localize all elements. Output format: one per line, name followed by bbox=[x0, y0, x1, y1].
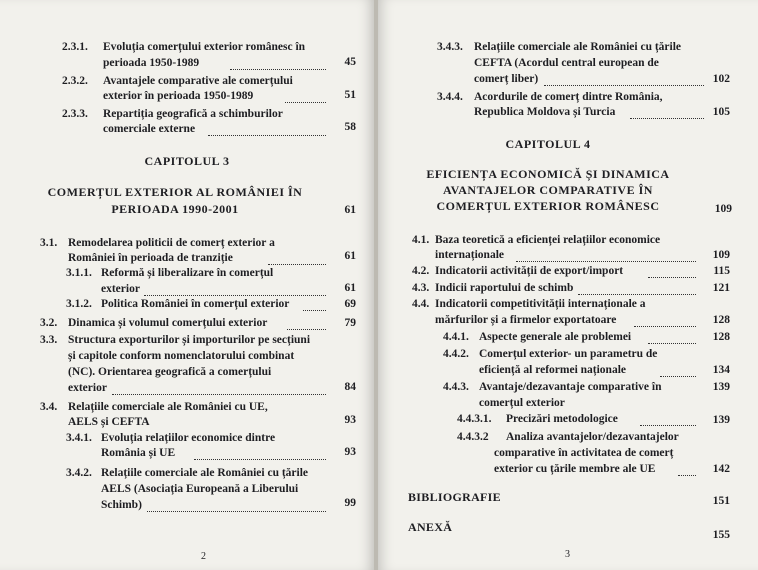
toc-entry-title-cont: exterior cu țările membre ale UE bbox=[494, 463, 656, 475]
toc-page-number: 109 bbox=[712, 249, 730, 261]
dot-leader bbox=[285, 102, 326, 103]
toc-page-number: 45 bbox=[344, 56, 356, 68]
toc-entry-title-cont: mărfurilor și a firmelor exportatoare bbox=[435, 314, 617, 326]
toc-page-number: 105 bbox=[712, 106, 730, 118]
toc-page-number: 93 bbox=[344, 446, 356, 458]
toc-entry-title: Repartiția geografică a schimburilor bbox=[103, 108, 283, 120]
chapter-title: EFICIENȚA ECONOMICĂ ȘI DINAMICA bbox=[426, 167, 670, 181]
dot-leader bbox=[648, 343, 696, 344]
toc-entry-title-cont: perioada 1950-1989 bbox=[103, 57, 200, 69]
right-page bbox=[378, 0, 758, 570]
toc-entry-number: 2.3.1. bbox=[62, 41, 88, 53]
toc-entry-title: Analiza avantajelor/dezavantajelor bbox=[506, 431, 679, 443]
dot-leader bbox=[144, 295, 326, 296]
toc-entry-title-cont: Republica Moldova și Turcia bbox=[474, 106, 616, 118]
toc-entry-number: 4.4. bbox=[412, 298, 430, 310]
left-page bbox=[0, 0, 374, 570]
toc-entry-title-cont: comerciale externe bbox=[103, 123, 196, 135]
toc-page-number: 51 bbox=[344, 89, 356, 101]
dot-leader bbox=[578, 294, 696, 295]
dot-leader bbox=[208, 135, 326, 136]
toc-entry-title: Structura exporturilor și importurilor pe secțiuni bbox=[68, 334, 311, 346]
chapter-title-cont: COMERȚUL EXTERIOR ROMÂNESC bbox=[436, 199, 660, 213]
toc-entry-title-cont: (NC). Orientarea geografică a comerțului bbox=[68, 366, 272, 378]
toc-page-number: 99 bbox=[344, 497, 356, 509]
toc-page-number: 151 bbox=[712, 495, 730, 507]
chapter-title-cont: PERIOADA 1990-2001 bbox=[111, 202, 239, 216]
chapter-heading: CAPITOLUL 4 bbox=[505, 137, 591, 151]
toc-page-number: 121 bbox=[712, 282, 730, 294]
toc-entry-title: Relațiile comerciale ale României cu țările bbox=[474, 41, 682, 53]
toc-page-number: 109 bbox=[714, 203, 732, 215]
toc-page-number: 102 bbox=[712, 73, 730, 85]
dot-leader bbox=[640, 425, 696, 426]
toc-entry-title: Relațiile comerciale ale României cu țările bbox=[101, 467, 309, 479]
toc-page-number: 61 bbox=[344, 204, 356, 216]
dot-leader bbox=[287, 329, 326, 330]
toc-entry-number: 4.4.3.1. bbox=[457, 413, 492, 425]
toc-page-number: 139 bbox=[712, 414, 730, 426]
toc-entry-title: Indicii raportului de schimb bbox=[435, 282, 574, 294]
toc-entry-title-cont: exterior bbox=[101, 283, 140, 295]
toc-entry-number: 3.4.3. bbox=[437, 41, 463, 53]
toc-entry-title: Dinamica și volumul comerțului exterior bbox=[68, 317, 268, 329]
toc-entry-title: Politica României în comerțul exterior bbox=[101, 298, 290, 310]
dot-leader bbox=[112, 394, 326, 395]
dot-leader bbox=[147, 511, 326, 512]
toc-annex: ANEXĂ bbox=[408, 520, 453, 534]
toc-entry-number: 4.4.3. bbox=[443, 381, 469, 393]
toc-entry-title: Relațiile comerciale ale României cu UE, bbox=[68, 401, 268, 413]
toc-page-number: 115 bbox=[713, 265, 730, 277]
toc-entry-title: Comerțul exterior- un parametru de bbox=[479, 348, 658, 360]
toc-entry-number: 3.1. bbox=[40, 237, 58, 249]
toc-entry-title: Remodelarea politicii de comerț exterior a bbox=[68, 237, 275, 249]
toc-page-number: 61 bbox=[344, 282, 356, 294]
toc-entry-title: Indicatorii competitivității internaționale a bbox=[435, 298, 646, 310]
toc-page-number: 58 bbox=[344, 121, 356, 133]
toc-page-number: 79 bbox=[344, 317, 356, 329]
toc-entry-title-cont: AELS (Asociația Europeană a Liberului bbox=[101, 483, 299, 495]
dot-leader bbox=[630, 118, 704, 119]
toc-entry-number: 3.1.1. bbox=[66, 267, 92, 279]
page-folio: 3 bbox=[565, 549, 570, 560]
toc-page-number: 134 bbox=[712, 364, 730, 376]
toc-entry-title-cont: Schimb) bbox=[101, 499, 142, 511]
dot-leader bbox=[648, 277, 696, 278]
toc-bibliography: BIBLIOGRAFIE bbox=[408, 490, 501, 504]
toc-entry-number: 4.3. bbox=[412, 282, 430, 294]
toc-entry-number: 4.4.2. bbox=[443, 348, 469, 360]
toc-page-number: 155 bbox=[712, 529, 730, 541]
toc-entry-title: Indicatorii activității de export/import bbox=[435, 265, 624, 277]
toc-entry-number: 3.4. bbox=[40, 401, 58, 413]
toc-entry-title-cont: exterior bbox=[68, 382, 107, 394]
toc-entry-number: 4.4.3.2 bbox=[457, 431, 489, 443]
toc-entry-number: 2.3.2. bbox=[62, 75, 88, 87]
toc-entry-number: 3.4.4. bbox=[437, 91, 463, 103]
toc-entry-title: Avantajele comparative ale comerțului bbox=[103, 75, 293, 87]
toc-page-number: 139 bbox=[712, 381, 730, 393]
toc-entry-title-cont: comparative în activitatea de comerț bbox=[494, 447, 674, 459]
toc-entry-title-cont: AELS și CEFTA bbox=[68, 416, 150, 428]
toc-entry-number: 3.3. bbox=[40, 334, 58, 346]
toc-page-number: 128 bbox=[712, 314, 730, 326]
page-folio: 2 bbox=[201, 551, 206, 562]
toc-entry-title-cont: comerțul exterior bbox=[479, 397, 565, 409]
toc-entry-number: 3.1.2. bbox=[66, 298, 92, 310]
toc-entry-number: 4.1. bbox=[412, 234, 430, 246]
toc-entry-number: 3.2. bbox=[40, 317, 58, 329]
toc-entry-number: 4.4.1. bbox=[443, 331, 469, 343]
toc-page-number: 142 bbox=[712, 463, 730, 475]
dot-leader bbox=[544, 85, 704, 86]
toc-entry-title: Evoluția relațiilor economice dintre bbox=[101, 432, 276, 444]
toc-entry-number: 4.2. bbox=[412, 265, 430, 277]
dot-leader bbox=[634, 326, 696, 327]
toc-entry-title-cont: României în perioada de tranziție bbox=[68, 252, 233, 264]
dot-leader bbox=[678, 475, 696, 476]
chapter-title: COMERȚUL EXTERIOR AL ROMÂNIEI ÎN bbox=[47, 185, 303, 199]
toc-entry-title: Baza teoretică a eficienței relațiilor economice bbox=[435, 234, 661, 246]
toc-page-number: 84 bbox=[344, 381, 356, 393]
toc-entry-title: Evoluția comerțului exterior românesc în bbox=[103, 41, 306, 53]
dot-leader bbox=[268, 264, 326, 265]
toc-entry-title-cont: comerț liber) bbox=[474, 73, 539, 85]
toc-page-number: 128 bbox=[712, 331, 730, 343]
dot-leader bbox=[660, 376, 696, 377]
chapter-heading: CAPITOLUL 3 bbox=[144, 154, 230, 168]
toc-entry-title: Precizări metodologice bbox=[506, 413, 618, 425]
toc-entry-title: Aspecte generale ale problemei bbox=[479, 331, 632, 343]
toc-page-number: 69 bbox=[344, 298, 356, 310]
toc-entry-title: Acordurile de comerț dintre România, bbox=[474, 91, 663, 103]
dot-leader bbox=[230, 69, 326, 70]
dot-leader bbox=[516, 261, 696, 262]
toc-entry-title-cont: exterior în perioada 1950-1989 bbox=[103, 90, 254, 102]
toc-entry-title-cont: CEFTA (Acordul central european de bbox=[474, 57, 659, 69]
toc-entry-title-cont: eficiență al reformei naționale bbox=[479, 364, 627, 376]
toc-entry-title-cont: România și UE bbox=[101, 447, 176, 459]
toc-entry-title: Avantaje/dezavantaje comparative în bbox=[479, 381, 662, 393]
toc-entry-title-cont: internaționale bbox=[435, 249, 504, 261]
toc-page-number: 61 bbox=[344, 250, 356, 262]
toc-entry-number: 2.3.3. bbox=[62, 108, 88, 120]
toc-entry-number: 3.4.2. bbox=[66, 467, 92, 479]
chapter-title-cont: AVANTAJELOR COMPARATIVE ÎN bbox=[443, 183, 653, 197]
toc-page-number: 93 bbox=[344, 414, 356, 426]
toc-entry-title: Reformă și liberalizare în comerțul bbox=[101, 267, 274, 279]
dot-leader bbox=[194, 459, 326, 460]
toc-entry-title-cont: și capitole conform nomenclatorului combinat bbox=[68, 350, 295, 362]
toc-entry-number: 3.4.1. bbox=[66, 432, 92, 444]
